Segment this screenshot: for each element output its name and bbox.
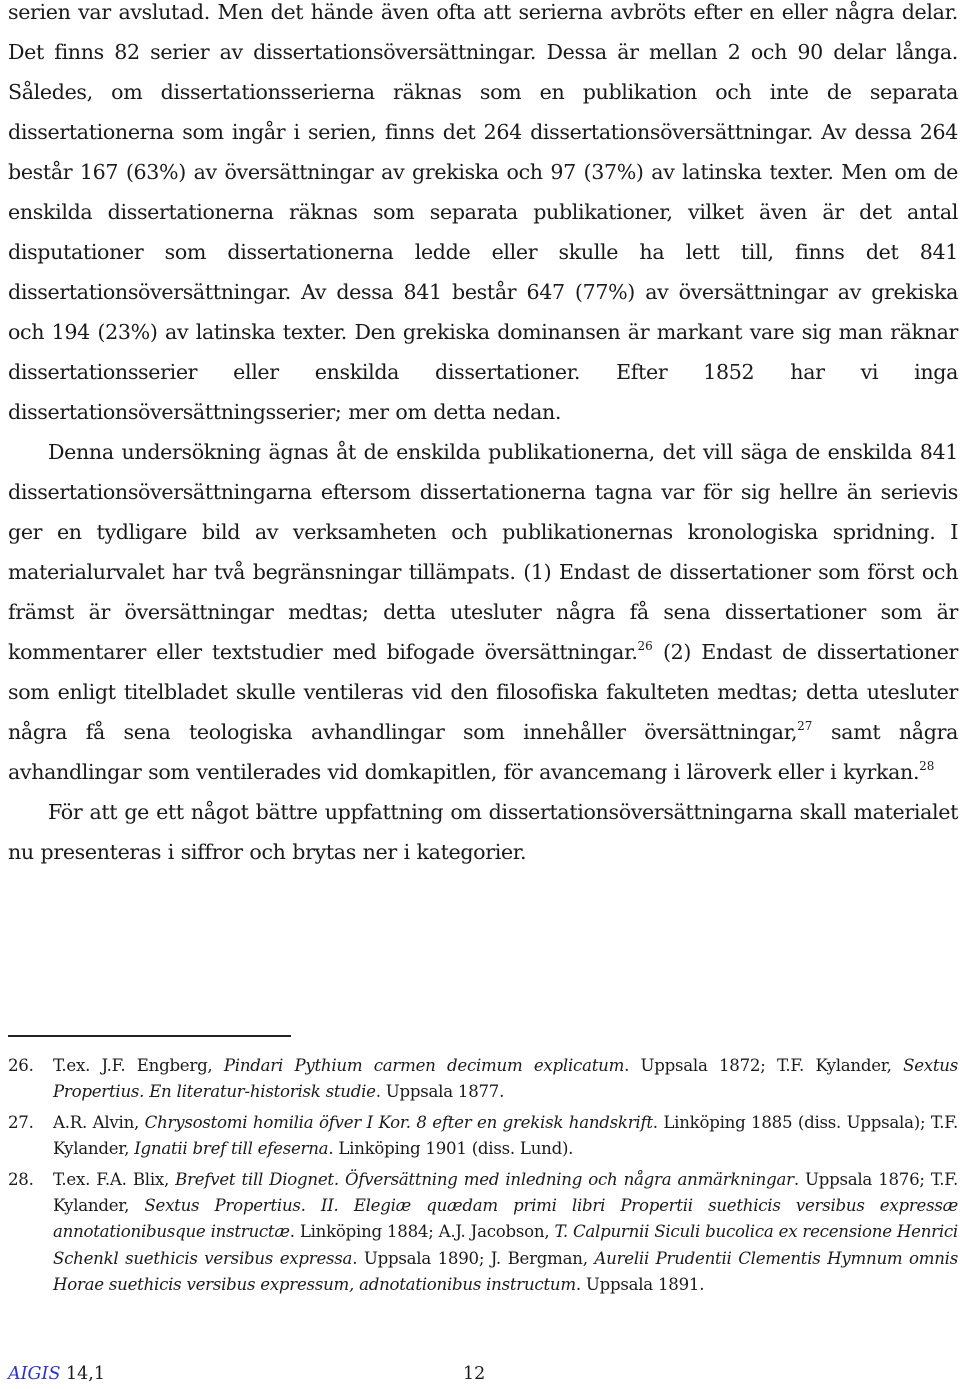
paragraph-continued	[8, 0, 958, 432]
paragraph	[8, 432, 958, 792]
footnote-27	[8, 1110, 958, 1163]
footnote-title: Sextus Propertius. En literatur-historisk studie	[53, 1056, 958, 1102]
footnote-ref-28[interactable]: 28	[919, 759, 935, 773]
footnotes	[8, 1053, 958, 1303]
footnote-segment: . Uppsala 1876; T.F. Kylander,	[53, 1169, 958, 1216]
page-number: 12	[463, 1364, 486, 1384]
footnote-segment: T.ex. J.F. Engberg,	[53, 1056, 224, 1075]
footnote-26	[8, 1053, 958, 1106]
footnote-text	[53, 1170, 958, 1295]
footnote-number: 27.	[8, 1112, 34, 1132]
paragraph-text: samt några avhandlingar som ventilerades vid domkapitlen, för avancemang i läroverk eller i kyrkan.	[8, 720, 958, 784]
body-text	[8, 0, 958, 872]
footnote-title: Chrysostomi homilia öfver I Kor. 8 efter en grekisk handskrift	[144, 1112, 653, 1132]
footnote-segment: T.ex. F.A. Blix,	[53, 1169, 176, 1189]
footnote-ref-27[interactable]: 27	[797, 719, 813, 733]
footnote-segment: . Linköping 1884; A.J. Jacobson,	[289, 1222, 555, 1242]
footnote-text	[53, 1056, 958, 1101]
paragraph-text: Denna undersökning ägnas åt de enskilda publikationerna, det vill säga de enskilda 841 dissertationsöversättningarna eftersom dissertationerna tagna var för sig hellre än serievis ger en tydligare bild av verksamheten och publikationernas kronologiska spridning. I materialurvalet har två begränsningar tillämpats. (1) Endast de dissertationer som först och främst är översättningar medtas; detta utesluter några få sena dissertationer som är kommentarer eller textstudier med bifogade översättningar.	[8, 440, 958, 664]
footnote-segment: . Uppsala 1891.	[575, 1275, 705, 1295]
paragraph-text: serien var avslutad. Men det hände även ofta att serierna avbröts efter en eller några delar. Det finns 82 serier av dissertationsöversättningar. Dessa är mellan 2 och 90 delar långa. Således, om dissertationsserierna räknas som en publikation och inte de separata dissertationerna som ingår i serien, finns det 264 dissertationsöversättningar. Av dessa 264 består 167 (63%) av översättningar av grekiska och 97 (37%) av latinska texter. Men om de enskilda dissertationerna räknas som separata publikationer, vilket även är det antal disputationer som dissertationerna ledde eller skulle ha lett till, finns det 841 dissertationsöversättningar. Av dessa 841 består 647 (77%) av översättningar av grekiska och 194 (23%) av latinska texter. Den grekiska dominansen är markant vare sig man räknar dissertationsserier eller enskilda dissertationer. Efter 1852 har vi inga dissertationsöversättningsserier; mer om detta nedan.	[8, 0, 958, 424]
footnote-ref-26[interactable]: 26	[637, 639, 653, 653]
footnote-title: Pindari Pythium carmen decimum explicatum	[223, 1056, 625, 1075]
journal-name-link[interactable]: AIGIS	[8, 1364, 61, 1384]
journal-issue: 14,1	[60, 1364, 105, 1384]
footnote-segment: A.R. Alvin,	[53, 1112, 145, 1132]
footnote-title: T. Calpurnii Siculi bucolica ex recensione Henrici Schenkl suethicis versibus expressa	[53, 1222, 958, 1268]
footnote-title: Sextus Propertius. II. Elegiæ quædam primi libri Propertii suethicis versibus expressæ annotationibusque instructæ	[53, 1196, 958, 1242]
paragraph-text: (2) Endast de dissertationer som enligt titelbladet skulle ventileras vid den filosofiska fakulteten medtas; detta utesluter några få sena teologiska avhandlingar som innehåller översättningar,	[8, 640, 958, 744]
footnote-segment: . Uppsala 1872; T.F. Kylander,	[624, 1056, 904, 1075]
footnote-text	[53, 1113, 958, 1158]
page-footer	[8, 1361, 958, 1387]
paragraph	[8, 792, 958, 872]
paragraph-text: För att ge ett något bättre uppfattning om dissertationsöversättningarna skall materialet nu presenteras i siffror och brytas ner i kategorier.	[8, 800, 958, 864]
footnote-divider	[8, 1035, 291, 1037]
footnote-segment: . Uppsala 1890; J. Bergman,	[352, 1248, 595, 1268]
footnote-segment: . Linköping 1901 (diss. Lund).	[328, 1139, 574, 1159]
footnote-number: 28.	[8, 1169, 34, 1189]
footnote-title: Ignatii bref till efeserna	[134, 1139, 329, 1159]
footnote-number: 26.	[8, 1056, 34, 1075]
footnote-title: Aurelii Prudentii Clementis Hymnum omnis Horae suethicis versibus expressum, adnotationibus instructum	[53, 1248, 958, 1295]
footnote-28	[8, 1167, 958, 1299]
footnote-segment: . Uppsala 1877.	[375, 1082, 505, 1102]
footnote-segment: . Linköping 1885 (diss. Uppsala); T.F. Kylander,	[53, 1112, 959, 1159]
footnote-title: Brefvet till Diognet. Öfversättning med inledning och några anmärkningar	[175, 1169, 794, 1189]
